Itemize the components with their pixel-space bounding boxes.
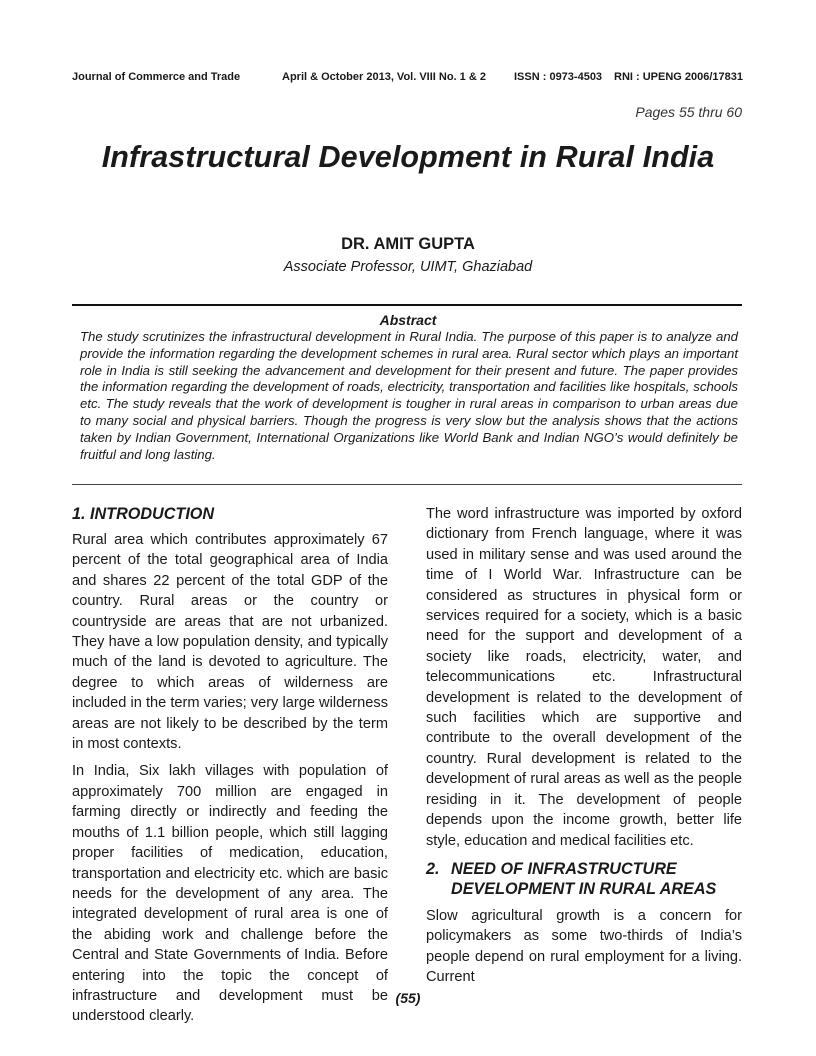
section-number: 2. <box>426 859 440 878</box>
body-paragraph: Slow agricultural growth is a concern for policymakers as some two-thirds of India’s people depend on rural employment for a living. Current <box>426 907 742 986</box>
page-range: Pages 55 thru 60 <box>635 104 742 120</box>
journal-name: Journal of Commerce and Trade <box>72 71 241 83</box>
body-paragraph: The word infrastructure was imported by oxford dictionary from French language, where it was used in military sense and was used around the time of I World War. Infrastructure can be considered as structures in physical form or services required for a society, which is a basic need for the support and development of a society like roads, electricity, water, and telecommunications etc. Infrastructural development is related to the development of such facilities which are supportive and contribute to the overall development of the country. Rural development is related to the development of rural areas as well as the people residing in it. The development of people depends upon the income growth, better life style, education and medical facilities etc. <box>426 506 742 849</box>
rni-number: RNI : UPENG 2006/17831 <box>614 71 744 83</box>
section-heading-introduction: 1. INTRODUCTION <box>72 505 215 523</box>
author-name: DR. AMIT GUPTA <box>341 235 475 253</box>
right-column <box>426 504 742 995</box>
abstract-text: The study scrutinizes the infrastructural development in Rural India. The purpose of this paper is to analyze and provide the information regarding the development schemes in rural area. Rural sector which plays an important role in India is still seeking the advancement and development for their present and future. The paper provides the information regarding the development of roads, electricity, transportation and facilities like hospitals, schools etc. The study reveals that the work of development is tougher in rural areas in comparison to urban areas due to many social and physical barriers. Though the progress is very slow but the analysis shows that the actions taken by Indian Government, International Organizations like World Bank and Indian NGO’s would definitely be fruitful and long lasting. <box>80 329 738 462</box>
abstract-top-rule <box>72 304 742 306</box>
body-paragraph: Rural area which contributes approximately 67 percent of the total geographical area of India and shares 22 percent of the total GDP of the country. Rural areas or the country or countryside are areas that are not urbanized. They have a low population density, and typically much of the land is devoted to agriculture. The degree to which areas of wilderness are included in the term varies; very large wilderness areas are not likely to be described by the term in most contexts. <box>72 532 388 753</box>
section-heading-need <box>426 859 742 900</box>
page-number: (55) <box>395 990 421 1006</box>
abstract-bottom-rule <box>72 484 742 485</box>
abstract-heading: Abstract <box>379 312 437 328</box>
body-paragraph: In India, Six lakh villages with population of approximately 700 million are engaged in farming directly or indirectly and feeding the mouths of 1.1 billion people, which still lagging proper facilities of medication, education, transportation and electricity etc. which are basic needs for the development of any area. The integrated development of rural area is one of the abiding work and challenge before the Central and State Governments of India. Before entering into the topic the concept of infrastructure and development must be understood clearly. <box>72 763 388 1025</box>
left-column <box>72 504 388 1034</box>
issn: ISSN : 0973-4503 <box>514 71 603 83</box>
author-affiliation: Associate Professor, UIMT, Ghaziabad <box>283 259 533 275</box>
paper-title: Infrastructural Development in Rural India <box>101 140 715 174</box>
issue-info: April & October 2013, Vol. VIII No. 1 & 2 <box>282 71 486 83</box>
section-title: NEED OF INFRASTRUCTURE DEVELOPMENT IN RURAL AREAS <box>451 859 717 899</box>
